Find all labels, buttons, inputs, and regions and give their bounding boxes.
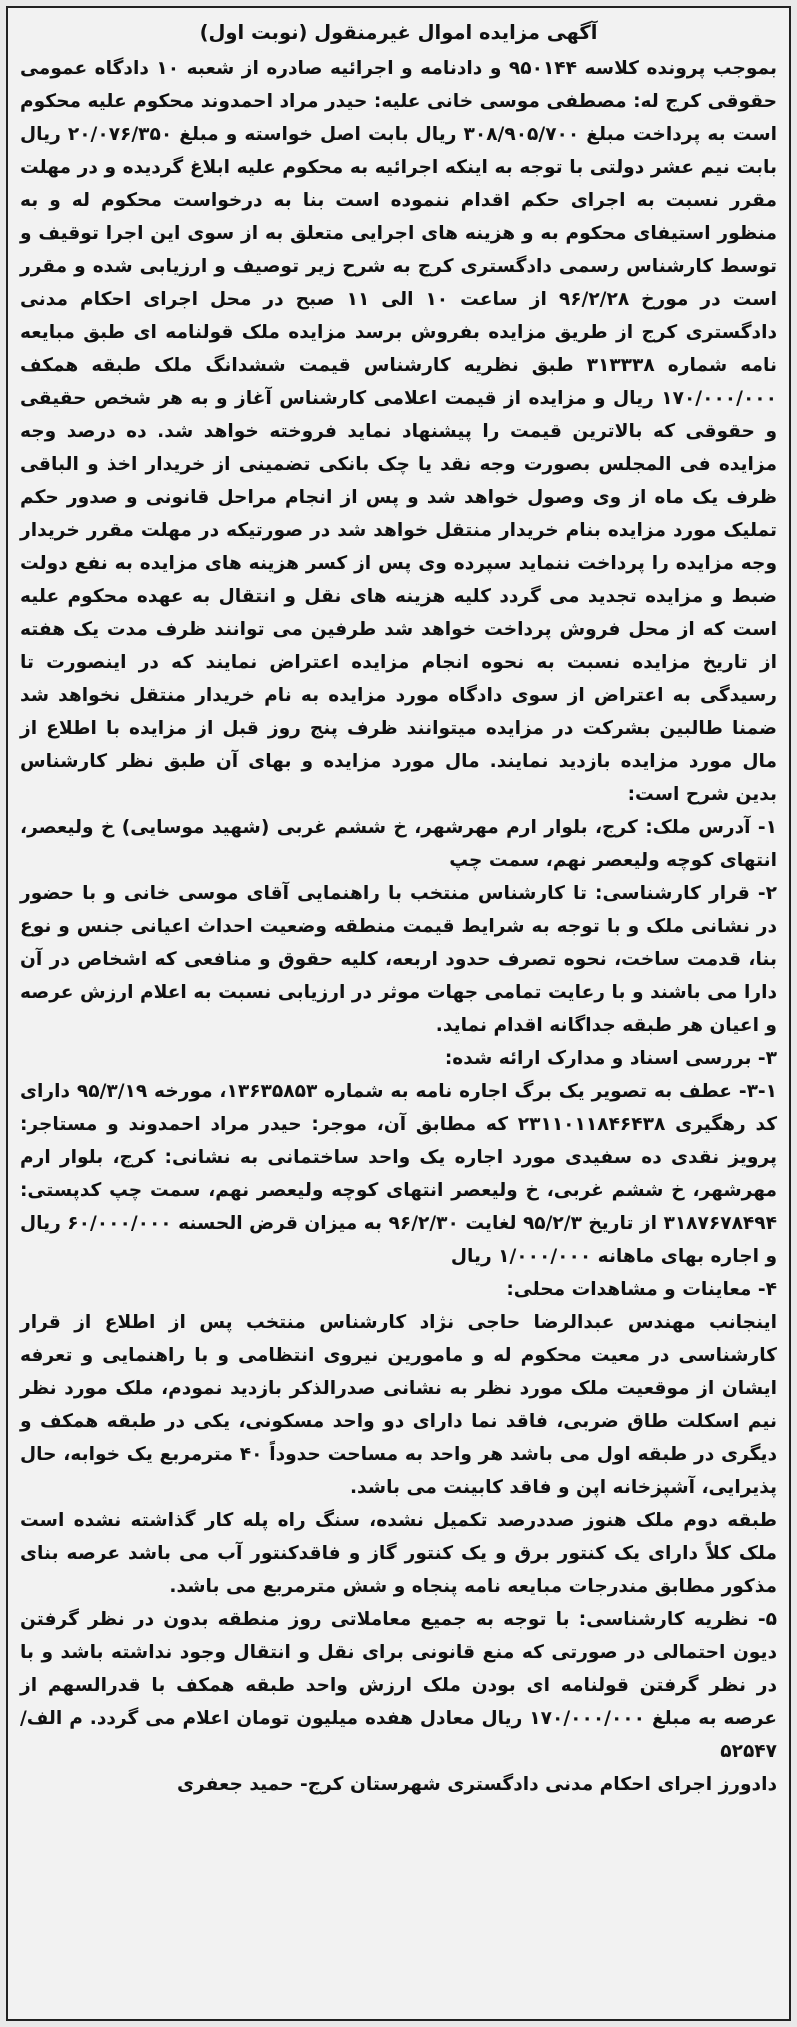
section-1-address: ۱- آدرس ملک: کرج، بلوار ارم مهرشهر، خ ششم غربی (شهید موسایی) خ ولیعصر، انتهای کوچه ولیعصر نهم، سمت چپ — [20, 817, 777, 871]
section-5-expert-opinion: ۵- نظریه کارشناسی: با توجه به جمیع معاملاتی روز منطقه بدون در نظر گرفتن دیون احتمالی در صورتی که منع قانونی برای نقل و انتقال وجود نداشته باشد و با در نظر گرفتن قولنامه ای بودن ملک ارزش واحد طبقه همکف با قدرالسهم از عرصه به مبلغ ۱۷۰/۰۰۰/۰۰۰ ریال معادل هفده میلیون تومان اعلام می گردد. م الف/۵۲۵۴۷ — [20, 1609, 778, 1762]
notice-intro: بموجب پرونده کلاسه ۹۵۰۱۴۴ و دادنامه و اجرائیه صادره از شعبه ۱۰ دادگاه عمومی حقوقی کرج له: مصطفی موسی خانی علیه: حیدر مراد احمدوند محکوم علیه محکوم است به پرداخت مبلغ ۳۰۸/۹۰۵/۷۰۰ ریال بابت اصل خواسته و مبلغ ۲۰/۰۷۶/۳۵۰ ریال بابت نیم عشر دولتی با توجه به اینکه اجرائیه به محکوم علیه ابلاغ گردیده و در مهلت مقرر نسبت به اجرای حکم اقدام ننموده است بنا به درخواست محکوم له و به منظور استیفای محکوم به و هزینه های اجرایی متعلق به از سوی این اجرا توقیف و توسط کارشناس رسمی دادگستری کرج به شرح زیر توصیف و ارزیابی شده و مقرر است در مورخ ۹۶/۲/۲۸ از ساعت ۱۰ الی ۱۱ صبح در محل اجرای احکام مدنی دادگستری کرج از طریق مزایده بفروش برسد مزایده ملک قولنامه ای طبق مبایعه نامه شماره ۳۱۳۳۳۸ طبق نظریه کارشناس قیمت ششدانگ ملک طبقه همکف ۱۷۰/۰۰۰/۰۰۰ ریال و مزایده از قیمت اعلامی کارشناس آغاز و به هر شخص حقیقی و حقوقی که بالاترین قیمت را پیشنهاد نماید فروخته خواهد شد. ده درصد وجه مزایده فی المجلس بصورت وجه نقد یا چک بانکی تضمینی از خریدار اخذ و الباقی ظرف یک ماه از وی وصول خواهد شد و پس از انجام مراحل قانونی و صدور حکم تملیک مورد مزایده بنام خریدار منتقل خواهد شد در صورتیکه در مهلت مقرر خریدار وجه مزایده را پرداخت ننماید سپرده وی پس از کسر هزینه های مزایده به نفع دولت ضبط و مزایده تجدید می گردد کلیه هزینه های نقل و انتقال به عهده محکوم علیه است که از محل فروش پرداخت خواهد شد طرفین می توانند ظرف مدت یک هفته از تاریخ مزایده نسبت به نحوه انجام مزایده اعتراض نمایند که در اینصورت تا رسیدگی به اعتراض از سوی دادگاه مورد مزایده به نام خریدار منتقل نخواهد شد ضمنا طالبین بشرکت در مزایده میتوانند ظرف پنج روز قبل از مزایده با اطلاع از مال مورد مزایده بازدید نمایند. مال مورد مزایده و بهای آن طبق نظر کارشناس بدین شرح است: — [20, 58, 778, 805]
section-4-body: اینجانب مهندس عبدالرضا حاجی نژاد کارشناس منتخب پس از اطلاع از قرار کارشناسی در معیت محکوم له و مامورین نیروی انتظامی و با راهنمایی و تعرفه ایشان از موقعیت ملک مورد نظر به نشانی صدرالذکر بازدید نمودم، ملک مورد نظر نیم اسکلت طاق ضربی، فاقد نما دارای دو واحد مسکونی، یکی در طبقه همکف و دیگری در طبقه اول می باشد هر واحد به مساحت حدوداً ۴۰ مترمربع یک خوابه، حال پذیرایی، آشپزخانه اپن و فاقد کابینت می باشد. — [20, 1312, 777, 1498]
section-3-1-lease: ۳-۱- عطف به تصویر یک برگ اجاره نامه به شماره ۱۳۶۳۵۸۵۳، مورخه ۹۵/۳/۱۹ دارای کد رهگیری ۲۳۱۱۰۱۱۸۴۶۴۳۸ که مطابق آن، موجر: حیدر مراد احمدوند و مستاجر: پرویز نقدی ده سفیدی مورد اجاره یک واحد ساختمانی به نشانی: کرج، بلوار ارم مهرشهر، خ ششم غربی، خ ولیعصر انتهای کوچه ولیعصر نهم، سمت چپ کدپستی: ۳۱۸۷۶۷۸۴۹۴ از تاریخ ۹۵/۲/۳ لغایت ۹۶/۲/۳۰ به میزان قرض الحسنه ۶۰/۰۰۰/۰۰۰ ریال و اجاره بهای ماهانه ۱/۰۰۰/۰۰۰ ریال — [20, 1081, 778, 1267]
notice-signature: دادورز اجرای احکام مدنی دادگستری شهرستان کرج- حمید جعفری — [176, 1774, 777, 1795]
section-2-expert-order: ۲- قرار کارشناسی: تا کارشناس منتخب با راهنمایی آقای موسی خانی و با حضور در نشانی ملک و با توجه به شرایط قیمت منطقه وضعیت احداث اعیانی جنس و نوع بنا، قدمت ساخت، نحوه تصرف حدود اربعه، کلیه حقوق و منافعی که اشخاص در آن دارا می باشند و با رعایت تمامی جهات موثر در ارزیابی نسبت به اعلام ارزش عرصه و اعیان هر طبقه جداگانه اقدام نماید. — [20, 883, 777, 1036]
notice-sheet — [6, 6, 791, 2021]
section-3-heading: ۳- بررسی اسناد و مدارک ارائه شده: — [444, 1048, 777, 1069]
section-4-heading: ۴- معاینات و مشاهدات محلی: — [506, 1279, 777, 1300]
section-4-body-2: طبقه دوم ملک هنوز صددرصد تکمیل نشده، سنگ راه پله کار گذاشته نشده است ملک کلاً دارای یک کنتور برق و یک کنتور گاز و فاقدکنتور آب می باشد عرصه بنای مذکور مطابق مندرجات مبایعه نامه پنجاه و شش مترمربع می باشد. — [20, 1510, 777, 1597]
notice-title: آگهی مزایده اموال غیرمنقول (نوبت اول) — [199, 21, 598, 44]
notice-content — [8, 8, 789, 1801]
